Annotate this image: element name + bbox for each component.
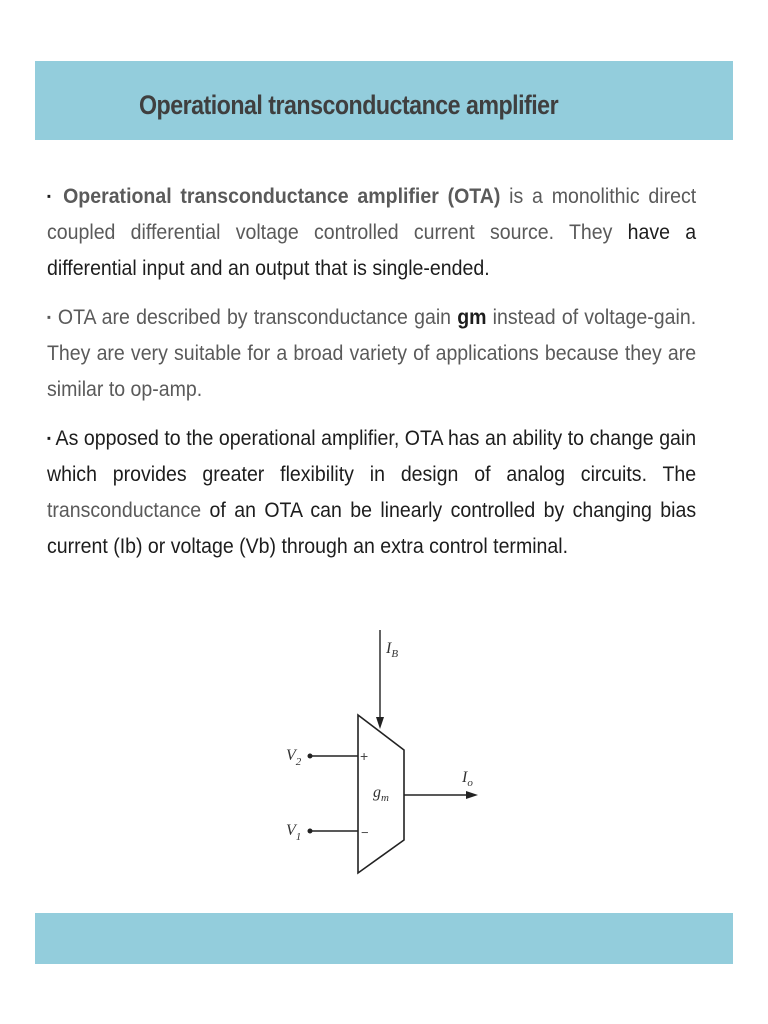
title-banner <box>35 61 733 140</box>
paragraph-transconductance-gain <box>47 299 696 408</box>
footer-banner <box>35 913 733 964</box>
bias-arrowhead <box>376 717 384 729</box>
gain-text-b: instead of voltage-gain. They are very suitable for a broad variety of applications because they are similar to op-amp. <box>47 306 697 401</box>
input-bottom-terminal <box>308 829 313 834</box>
bullet-icon: ▪ <box>47 431 52 445</box>
slide-body <box>47 178 696 577</box>
slide-title: Operational transconductance amplifier <box>139 90 559 120</box>
bias-label: $I_B$ <box>386 640 399 660</box>
ota-term: Operational transconductance amplifier (OTA) <box>63 185 501 208</box>
ota-symbol-diagram <box>270 625 500 880</box>
paragraph-ota-definition <box>47 178 696 287</box>
definition-text: is a monolithic direct coupled differential voltage controlled current source. They <box>47 185 697 244</box>
plus-sign: + <box>360 748 369 764</box>
minus-sign: − <box>361 825 369 840</box>
control-text-a: As opposed to the operational amplifier, OTA has an ability to change gain which provides greater flexibility in design of analog circuits. The <box>47 427 697 486</box>
input-bottom-label: $V_1$ <box>286 822 302 843</box>
paragraph-gain-control <box>47 420 696 565</box>
input-top-label: $V_2$ <box>286 747 302 768</box>
output-arrowhead <box>466 791 478 799</box>
gm-term: gm <box>457 306 487 329</box>
bullet-icon: ▪ <box>47 310 52 324</box>
output-label: $I_o$ <box>462 769 473 789</box>
transconductance-term: transconductance <box>47 499 202 522</box>
control-text-b: of an OTA can be linearly controlled by changing bias current (Ib) or voltage (Vb) through an extra control terminal. <box>47 499 697 558</box>
definition-text-continued: have a differential input and an output that is single-ended. <box>47 221 697 280</box>
gain-label: $g_m$ <box>373 784 389 804</box>
bullet-icon: ▪ <box>47 189 55 203</box>
gain-text-a: OTA are described by transconductance gain <box>51 306 458 329</box>
input-top-terminal <box>308 754 313 759</box>
